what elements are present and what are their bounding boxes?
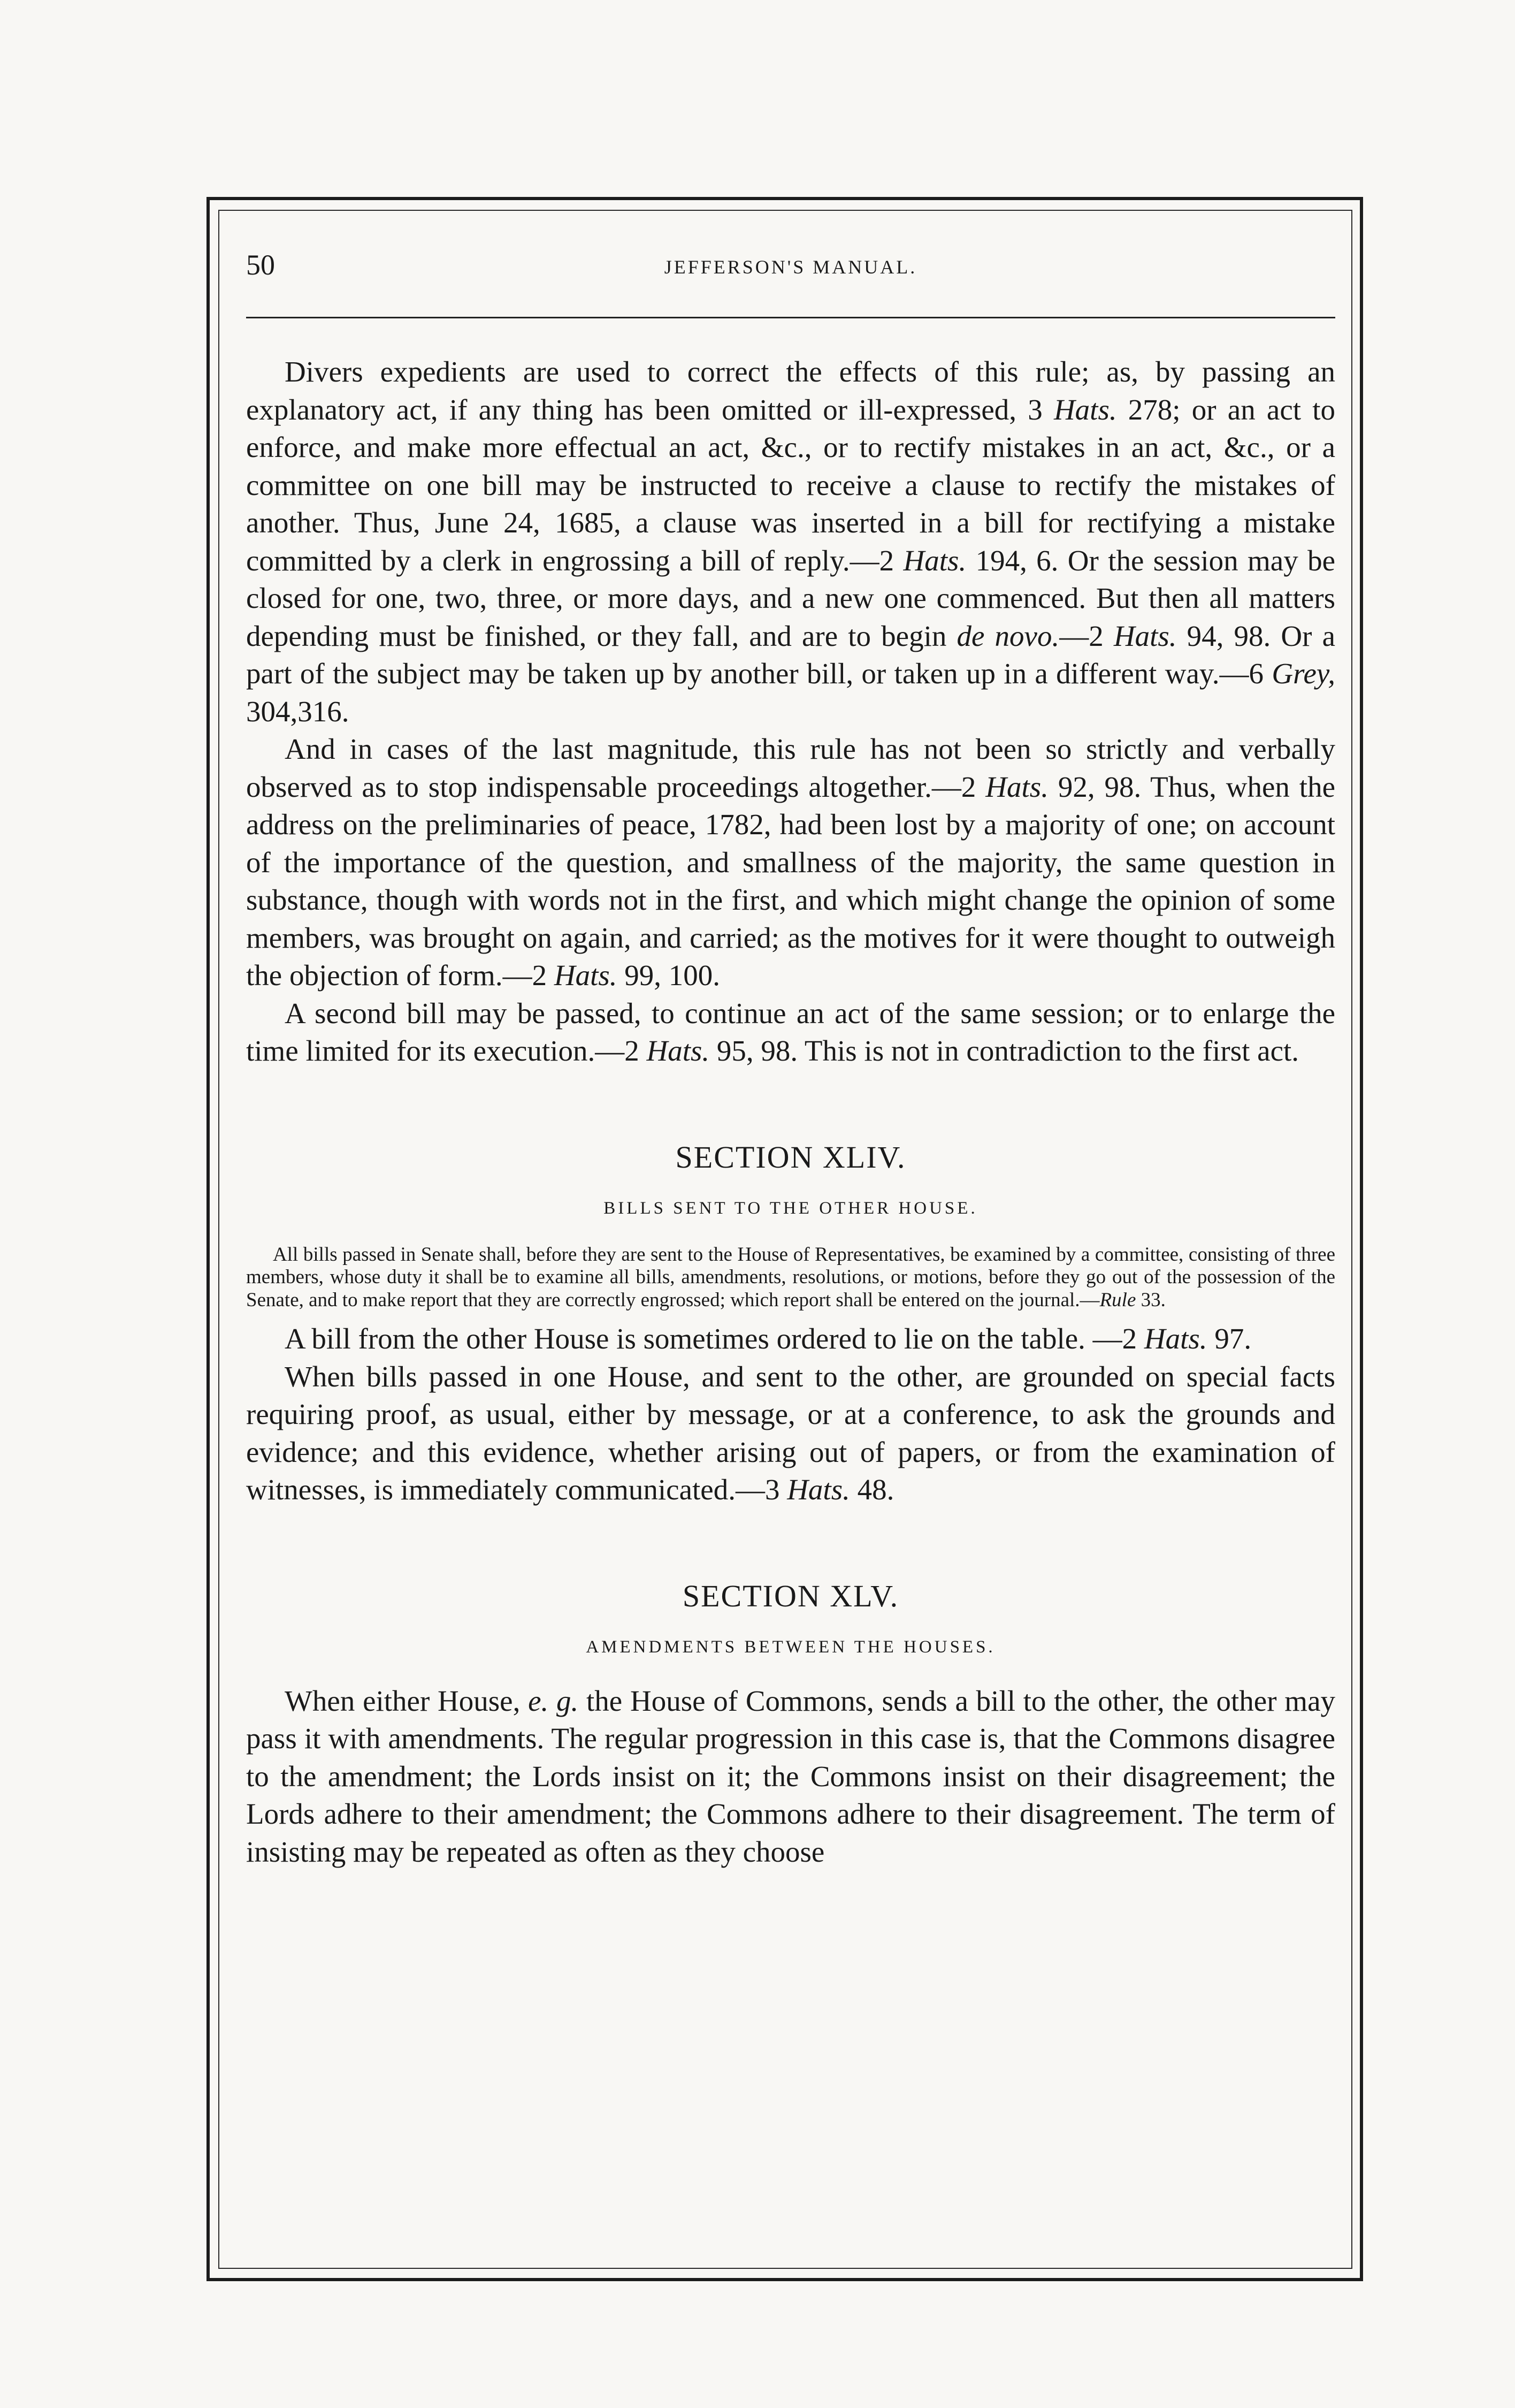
header-rule (246, 317, 1335, 318)
paragraph-second-bill: A second bill may be passed, to continue an act of the same session; or to enlarge the time limited for its execution.—2 Hats. 95, 98. This is not in contradiction to the first act. (246, 996, 1335, 1067)
section-45-subtitle: AMENDMENTS BETWEEN THE HOUSES. (586, 1637, 996, 1657)
section-44-subtitle: BILLS SENT TO THE OTHER HOUSE. (603, 1198, 978, 1218)
paragraph-last-magnitude: And in cases of the last magnitude, this rule has not been so strictly and verbally observed as to stop indispensable proceedings altogether.—2 Hats. 92, 98. Thus, when the address on the preliminaries of peace, 1782, had been lost by a majority of one; on account of the importance of the question, and smallness of the majority, the same question in substance, though with words not in the first, and which might change the opinion of some members, was brought on again, and carried; as the motives for it were thought to outweigh the objection of form.—2 Hats. 99, 100. (246, 733, 1335, 992)
paragraph-lie-on-table: A bill from the other House is sometimes ordered to lie on the table. —2 Hats. 97. (285, 1322, 1252, 1355)
page-number: 50 (246, 249, 275, 281)
section-44-title: SECTION XLIV. (675, 1139, 906, 1175)
page-content (246, 246, 1335, 2258)
paragraph-special-facts: When bills passed in one House, and sent to the other, are grounded on special facts requiring proof, as usual, either by message, or at a conference, to ask the grounds and evidence; and this evidence, whether arising out of papers, or from the examination of witnesses, is immediately communicated.—3 Hats. 48. (246, 1360, 1335, 1506)
paragraph-expedients: Divers expedients are used to correct the effects of this rule; as, by passing an explanatory act, if any thing has been omitted or ill-expressed, 3 Hats. 278; or an act to enforce, and make more effectual an act, &c., or to rectify mistakes in an act, &c., or a committee on one bill may be instructed to receive a clause to rectify the mistakes of another. Thus, June 24, 1685, a clause was inserted in a bill for rectifying a mistake committed by a clerk in engrossing a bill of reply.—2 Hats. 194, 6. Or the session may be closed for one, two, three, or more days, and a new one commenced. But then all matters depending must be finished, or they fall, and are to begin de novo.—2 Hats. 94, 98. Or a part of the subject may be taken up by another bill, or taken up in a different way.—6 Grey, 304,316. (246, 355, 1336, 728)
body-text (246, 353, 1335, 1871)
section-45-title: SECTION XLV. (682, 1578, 899, 1613)
senate-rule-note: All bills passed in Senate shall, before they are sent to the House of Representatives, be examined by a committee, consisting of three members, whose duty it shall be to examine all bills, amendments, resolutions, or motions, before they go out of the possession of the Senate, and to make report that they are correctly engrossed; which report shall be entered on the journal.—Rule 33. (246, 1243, 1335, 1311)
paragraph-amendments: When either House, e. g. the House of Commons, sends a bill to the other, the other may pass it with amendments. The regular progression in this case is, that the Commons disagree to the amendment; the Lords insist on it; the Commons insist on their disagreement; the Lords adhere to their amendment; the Commons adhere to their disagreement. The term of insisting may be repeated as often as they choose (246, 1684, 1335, 1868)
running-head (246, 246, 1335, 284)
running-title: JEFFERSON'S MANUAL. (664, 256, 917, 278)
